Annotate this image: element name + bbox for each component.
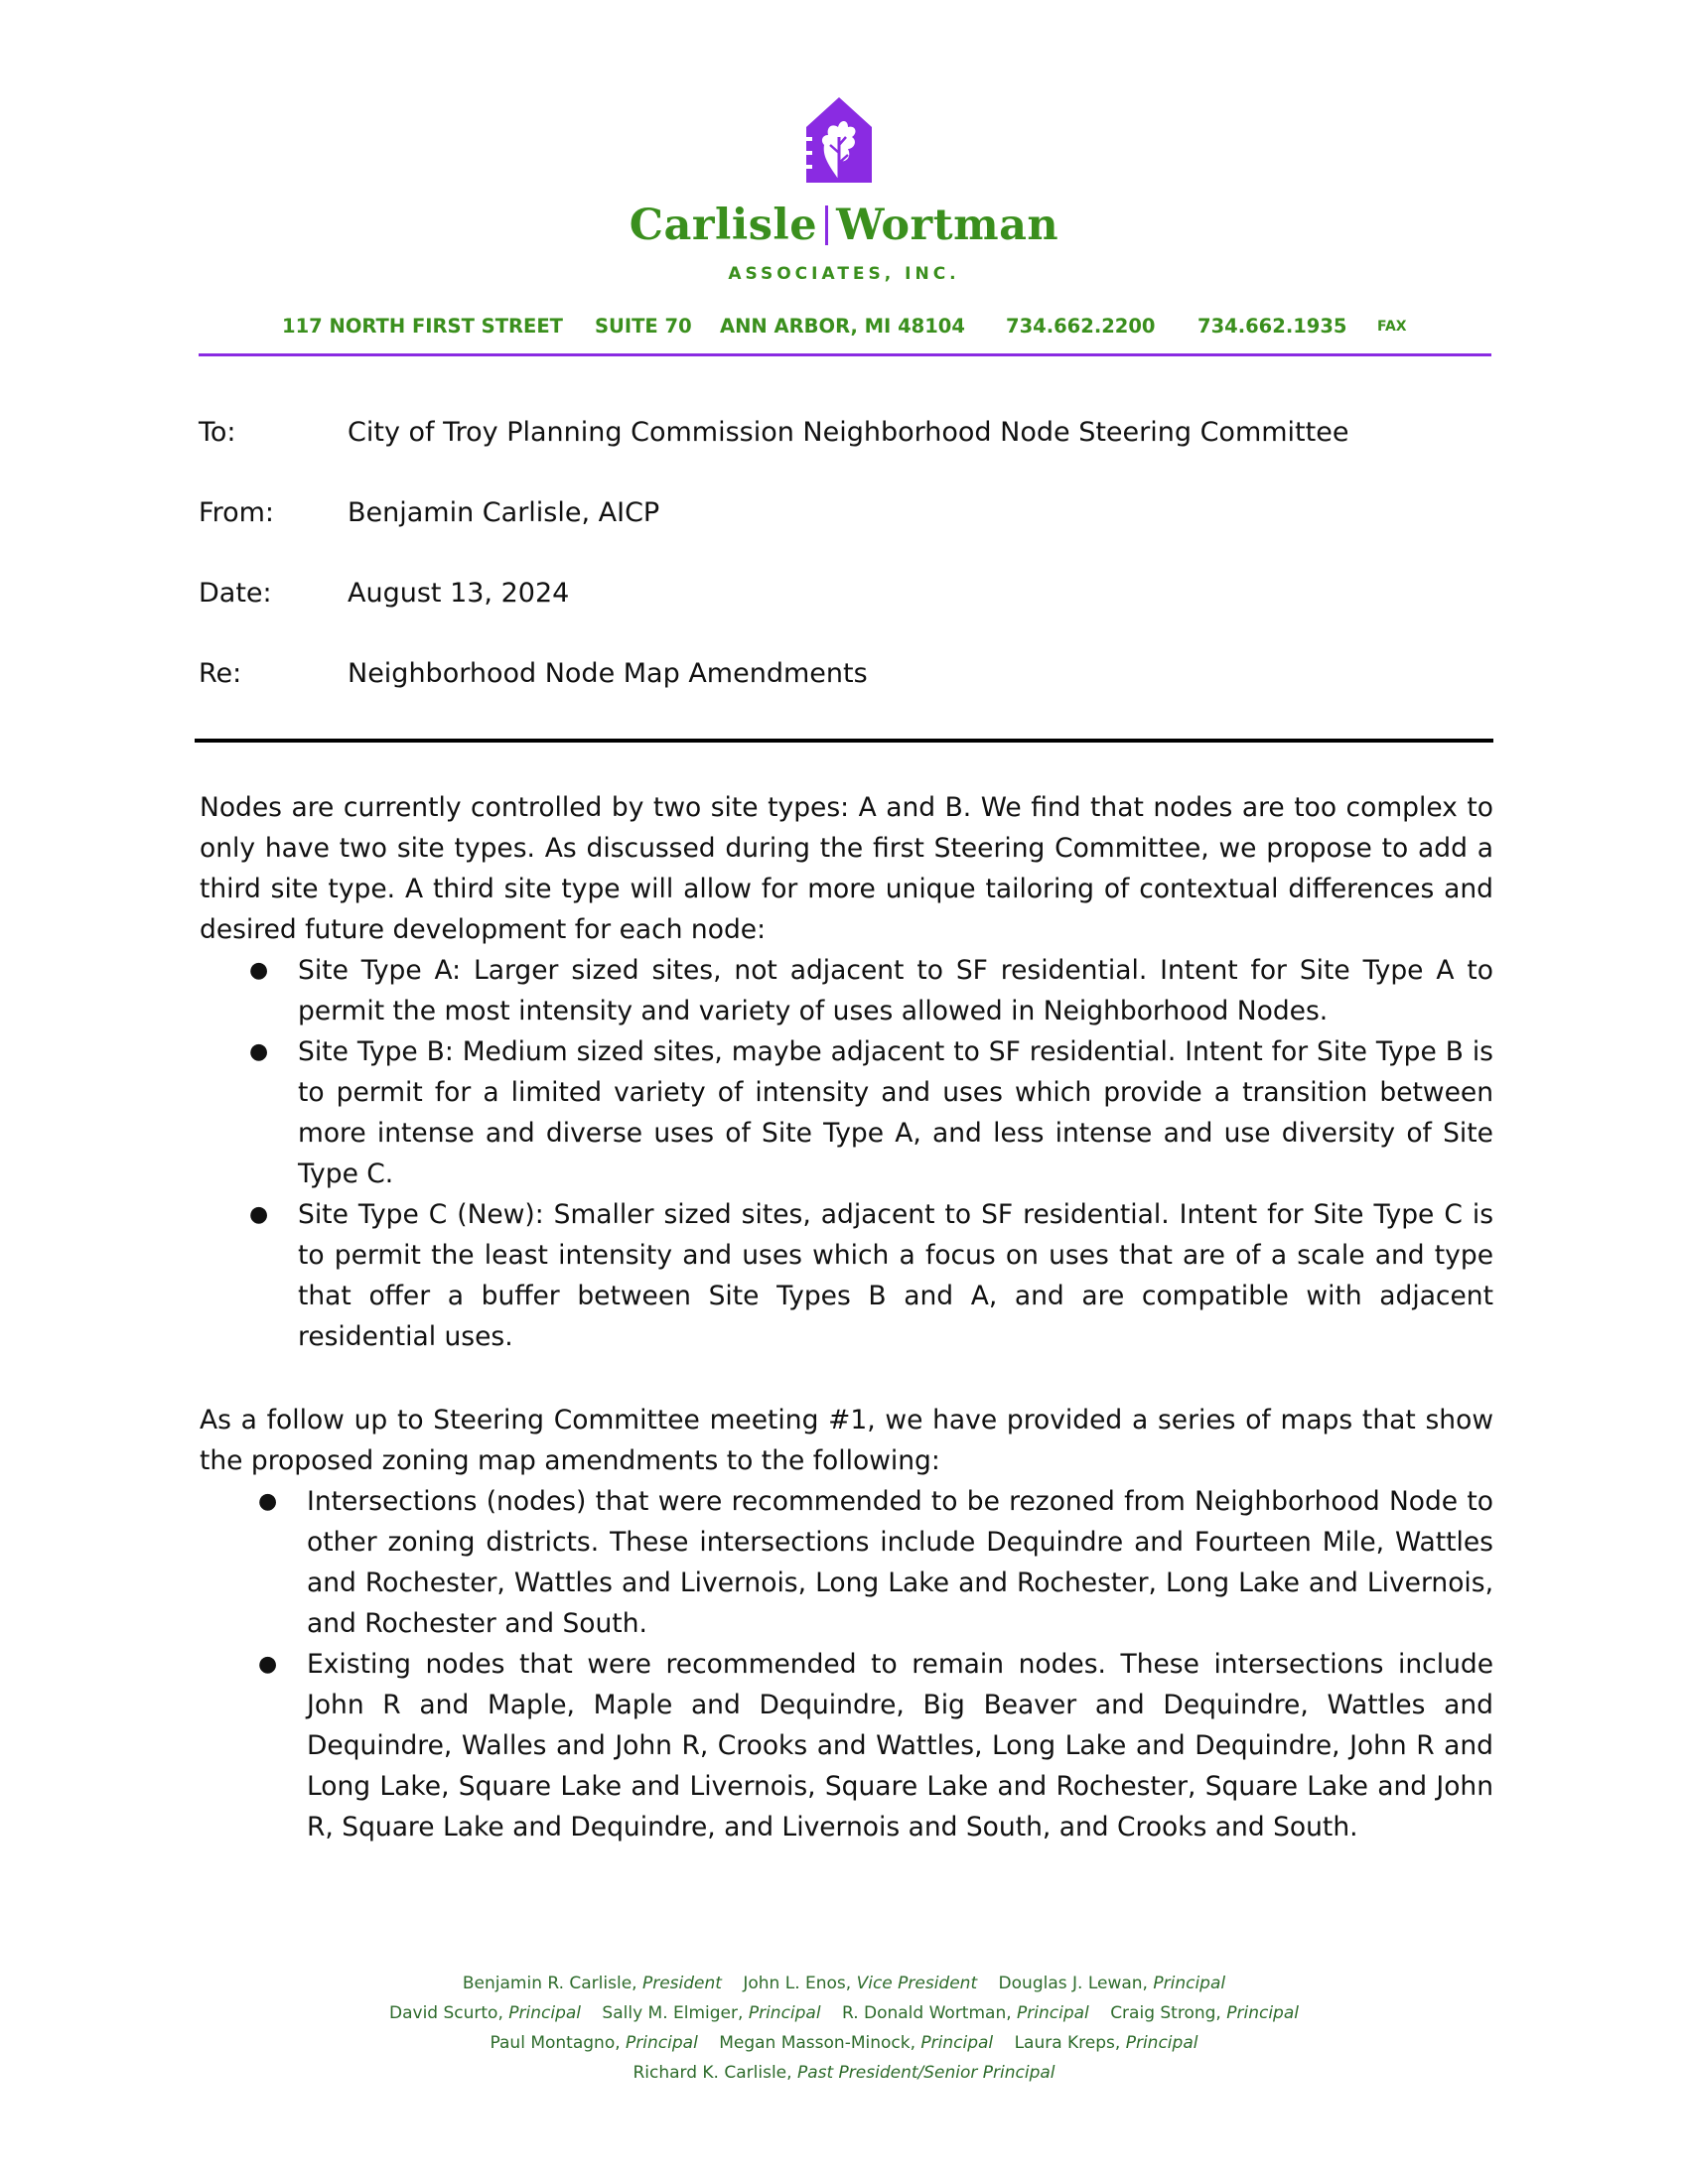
footer-line: Richard K. Carlisle, Past President/Senior Principal	[633, 2063, 1055, 2083]
firm-name-divider	[825, 205, 828, 245]
header-divider	[195, 739, 1493, 743]
address-suite: SUITE 70	[595, 315, 692, 338]
list-item: ● Existing nodes that were recommended to remain nodes. These intersections include John R and Maple, Maple and Dequindre, Big Beaver and Dequindre, Wattles and Dequindre, Walles and John R, Crooks and Wattles, Long Lake and Dequindre, John R and Long Lake, Square Lake and Livernois, Square Lake and Rochester, Square Lake and John R, Square Lake and Dequindre, and Livernois and South, and Crooks and South.	[307, 1644, 1493, 1847]
address-phone: 734.662.2200	[1006, 315, 1156, 338]
address-fax-label: FAX	[1377, 319, 1407, 335]
intro-paragraph: Nodes are currently controlled by two site types: A and B. We find that nodes are too complex to only have two site types. As discussed during the first Steering Committee, we propose to add a third site type. A third site type will allow for more unique tailoring of contextual differences and desired future development for each node:	[200, 792, 1493, 945]
list-item: ● Site Type B: Medium sized sites, maybe adjacent to SF residential. Intent for Site Type B is to permit for a limited variety of intensity and uses which provide a transition between more intense and diverse uses of Site Type A, and less intense and use diversity of Site Type C.	[298, 1031, 1493, 1194]
memo-date-value: August 13, 2024	[348, 578, 570, 609]
amendments-list	[258, 1481, 1493, 1847]
firm-name-left: Carlisle	[629, 201, 818, 250]
memo-to-label: To:	[199, 417, 236, 448]
list-item: ● Site Type A: Larger sized sites, not adjacent to SF residential. Intent for Site Type A to permit the most intensity and variety of uses allowed in Neighborhood Nodes.	[298, 950, 1493, 1031]
bullet-icon: ●	[249, 1202, 269, 1227]
footer-staff-list	[0, 1969, 1688, 2088]
memo-date-label: Date:	[199, 578, 272, 609]
list-item: ● Intersections (nodes) that were recommended to be rezoned from Neighborhood Node to other zoning districts. These intersections include Dequindre and Fourteen Mile, Wattles and Rochester, Wattles and Livernois, Long Lake and Rochester, Long Lake and Livernois, and Rochester and South.	[307, 1481, 1493, 1644]
letterhead-divider	[199, 353, 1491, 356]
memo-from-value: Benjamin Carlisle, AICP	[348, 497, 660, 528]
followup-paragraph: As a follow up to Steering Committee meeting #1, we have provided a series of maps that show the proposed zoning map amendments to the following:	[200, 1405, 1493, 1476]
memo-re-label: Re:	[199, 658, 242, 689]
bullet-icon: ●	[258, 1652, 278, 1677]
footer-line: Paul Montagno, Principal Megan Masson-Minock, Principal Laura Kreps, Principal	[490, 2033, 1198, 2053]
bullet-icon: ●	[249, 1039, 269, 1064]
address-street: 117 NORTH FIRST STREET	[282, 315, 563, 338]
footer-line: Benjamin R. Carlisle, President John L. Enos, Vice President Douglas J. Lewan, Principal	[462, 1974, 1226, 1993]
memo-to-value: City of Troy Planning Commission Neighborhood Node Steering Committee	[348, 417, 1349, 448]
list-item: ● Site Type C (New): Smaller sized sites, adjacent to SF residential. Intent for Site Type C is to permit the least intensity and uses which a focus on uses that are of a scale and type that offer a buffer between Site Types B and A, and are compatible with adjacent residential uses.	[298, 1194, 1493, 1357]
address-fax-number: 734.662.1935	[1197, 315, 1347, 338]
footer-line: David Scurto, Principal Sally M. Elmiger, Principal R. Donald Wortman, Principal Craig Strong, Principal	[389, 2003, 1299, 2023]
memo-from-label: From:	[199, 497, 274, 528]
memo-re-value: Neighborhood Node Map Amendments	[348, 658, 868, 689]
address-line	[199, 315, 1489, 341]
firm-name	[0, 201, 1688, 250]
address-city: ANN ARBOR, MI 48104	[720, 315, 965, 338]
firm-name-right: Wortman	[836, 201, 1059, 250]
site-type-list	[249, 950, 1493, 1357]
bullet-icon: ●	[249, 958, 269, 983]
bullet-icon: ●	[258, 1489, 278, 1514]
house-leaf-icon	[802, 97, 876, 187]
firm-subtitle: ASSOCIATES, INC.	[728, 264, 960, 284]
